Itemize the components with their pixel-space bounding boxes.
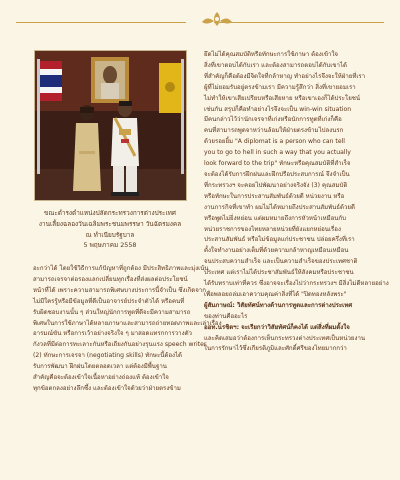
speaker-label-line: ออท.นรชิตฯ: จะเรียกว่าวิสัยทัศน์ก็คงได้ แต่สิ่งที่ผมตั้งใจ [204, 323, 350, 331]
paragraph-line: หน่วยราชการของไทยหลายหน่วยที่ยังแยกหย่อนเรื่อง [204, 225, 341, 233]
paragraph-line: คนที่สามารถพูดจาหว่านล้อมให้ฝ่ายตรงข้ามไปลงนรก [204, 127, 344, 135]
paragraph-line: รับผิดชอบงานนั้น ๆ ส่วนใหญ่นักการทูตที่ดีจะมีความสามารถ [33, 308, 191, 316]
paragraph-line: (2) ทักษะการเจรจา (negotiating skills) ทักษะนี้ต้องได้ [33, 352, 183, 360]
right-text-column [204, 50, 389, 355]
paragraph-line: และคิดเสมอว่าต้องการเห็นกระทรวงต่างประเทศเป็นหน่วยงาน [204, 334, 366, 342]
paragraph-line: ได้รับทราบเท่าที่ควร ซึ่งอาจจะเรื่องไปว่ากระทรวงฯ มีสิ่งไม่ดีหลายอย่าง [204, 280, 389, 288]
paragraph-line: ตั้งใจทำงานอย่างเต็มที่ด้วยความกล้าหาญเหมือนเหมือน [204, 247, 349, 255]
paragraph-line: หรือพูดไม่ยิ่งหย่อน แต่ผมหมายถึงการหัวหน้าเหมือนกับ [204, 214, 346, 222]
left-text-column [33, 264, 222, 395]
paragraph-line: สิ่งที่เขาตอบได้กับเรา และต้องสามารถตอบได้กับเขาได้ [204, 61, 347, 69]
decorative-header-rule [16, 10, 384, 28]
ornament-icon [200, 10, 234, 30]
paragraph-line: สำคัญคือจะต้องเข้าใจเนื้อหาอย่างถ่องแท้ ต้องเข้าใจ [33, 374, 169, 382]
caption-line: ณ ทำเนียบรัฐบาล [85, 230, 135, 239]
paragraph-line: ผู้ที่ไม่ยอมรับอยู่ตรงข้ามเรา มีความรู้สึกว่า สิ่งที่เขายอมเรา [204, 83, 356, 91]
paragraph-line: ของท่านคืออะไร [204, 312, 248, 320]
paragraph-line: พิเศษในการใช้ภาษาได้หลายภาษาและสามารถถ่ายทอดภาพและเล่าเรื่อง [33, 319, 222, 327]
paragraph-line: ทุกข้อตกลงอย่างลึกซึ้ง และต้องเข้าใจด้วยว่าฝ่ายตรงข้าม [33, 384, 181, 392]
paragraph-line: ไม่มีใครรู้หรือมีข้อมูลที่ดีเป็นอาจารย์ประจำตัวได้ หรือคนที่ [33, 297, 185, 305]
paragraph-line: กังวลที่มีต่อการทะเลาะกันหรือเถียงกันอย่างรุนแรง speech writer [33, 341, 207, 349]
paragraph-line: สามารถเจรจาต่อรองแลกเปลี่ยนทุกเรื่องที่ส่งผลต่อประโยชน์ [33, 275, 188, 283]
paragraph-line: งานการกิจที่เขาทำ ผมไม่ได้หมายถึงประสานสัมพันธ์ด้วยดี [204, 203, 355, 211]
photo-caption [32, 208, 188, 251]
paragraph-line: look forward to the trip" ทักษะหรือคุณสมบัติที่สำเร็จ [204, 160, 351, 168]
paragraph-line: ที่กระทรวงฯ จะคอยไปพัฒนาอย่างจริงจัง (3) คุณสมบัติ [204, 181, 348, 189]
paragraph-line: เช่นกัน สรุปก็คือทำอย่างไรจึงจะเป็น win-win situation [204, 105, 352, 113]
paragraph-line: เพื่อพลอยถล่มเอาความคุณค่าสิ่งที่ได้ "ปิดทองหลังพระ" [204, 290, 347, 298]
paragraph-line: ประสานสัมพันธ์ หรือไม่ข้อมูลแก่ประชาชน ปล่อยครึ่งที่เรา [204, 236, 355, 244]
paragraph-line: ไม่ทำให้เขาเสียเปรียบหรือเสียหาย หรือเขาเองก็ได้ประโยชน์ [204, 94, 361, 102]
caption-date: 5 พฤษภาคม 2558 [83, 241, 137, 250]
paragraph-line: หรือทักษะในการประสานสัมพันธ์ด้วยดี หน่วยงาน หรือ [204, 192, 345, 200]
paragraph-line: จนประสบความสำเร็จ และเป็นความสำเร็จของประเทศชาติ [204, 258, 358, 266]
paragraph-line: ยึดไม่ได้คุณสมบัติหรือทักษะการใช้ภาษา ต้องเข้าใจ [204, 51, 338, 58]
header-rule-left [16, 22, 186, 23]
caption-line: ขณะดำรงตำแหน่งปลัดกระทรวงการต่างประเทศ [44, 209, 176, 217]
paragraph-line: อารมณ์ขัน หรือการเว้าอย่างจริงใจ ๆ มาสอดแทรกการวางตัว [33, 330, 192, 338]
paragraph-line: หน้าที่ได้ เพราะความสามารถพิเศษบางประการนี้จำเป็น ซึ่งเกิดจาก [33, 286, 206, 294]
speaker-label-line: ผู้สัมภาษณ์: วิสัยทัศน์ทางด้านการทูตและการต่างประเทศ [204, 301, 353, 309]
paragraph-line: you to go to hell in such a way that you actually [204, 149, 351, 157]
paragraph-line: ในการรักษาไว้ซึ่งเกียรติภูมิและศักดิ์ศรีของไทยมากกว่า [204, 345, 347, 353]
ceremony-photo [34, 50, 187, 201]
paragraph-line: มีคนกล่าวไว้ว่านักเจรจาที่เก่งหรือนักการทูตที่เก่งก็คือ [204, 116, 342, 124]
paragraph-line: รับการพัฒนา ฝึกฝนโดยตลอดเวลา แต่ต้องมีพื้นฐาน [33, 363, 167, 371]
paragraph-line: ด้วยรอยยิ้ม "A diplomat is a person who can tell [204, 138, 345, 146]
paragraph-line: จะต้องได้รับการฝึกฝนและฝึกปรือประสบการณ์ จึงจำเป็น [204, 170, 350, 178]
header-rule-right [214, 22, 384, 23]
paragraph-line: ที่สำคัญก็คือต้องมีจิตใจที่กล้าหาญ ทำอย่างไรจึงจะให้ฝ่ายที่เรา [204, 72, 366, 80]
paragraph-line: ประเทศ แต่เราไม่ได้ประชาสัมพันธ์ให้สังคมหรือประชาชน [204, 269, 354, 277]
paragraph-line: อะกว่าได้ โดยใช้วิธีการแก้ปัญหาที่ถูกต้อง มีประสิทธิภาพและมุ่งเน้น [33, 265, 209, 272]
caption-line: งานเลี้ยงฉลองวันเฉลิมพระชนมพรรษา วันฉัตรมงคล [38, 219, 182, 228]
